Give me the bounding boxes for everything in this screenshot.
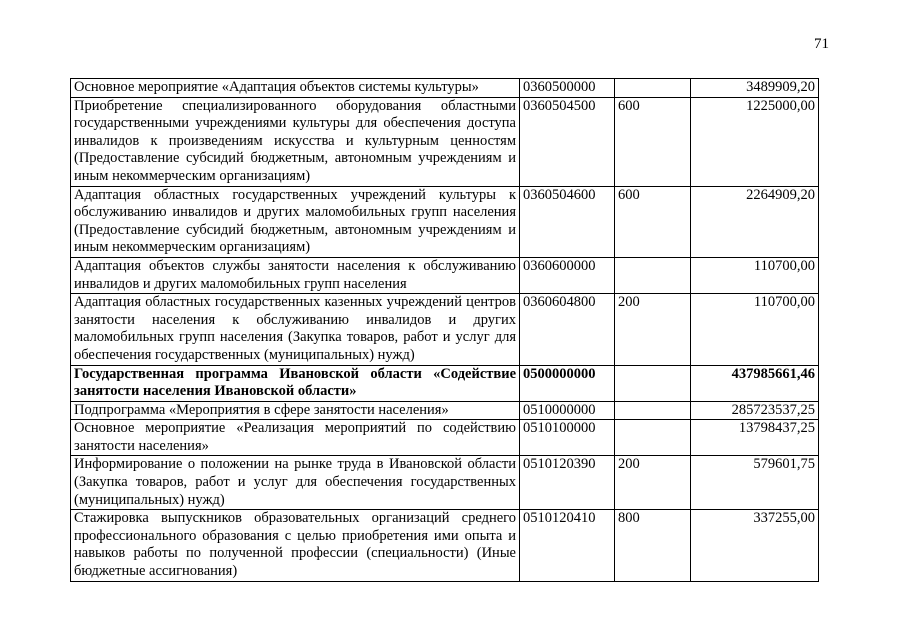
target-code-cell: 0510120390 [520, 456, 615, 510]
expense-type-cell [615, 79, 691, 98]
table-row [71, 294, 819, 365]
row-name-cell: Адаптация областных государственных казенных учреждений центров занятости населения к обслуживанию инвалидов и других маломобильных групп населения (Закупка товаров, работ и услуг для обеспечения государственных (муниципальных) нужд) [71, 294, 520, 365]
target-code-cell: 0360500000 [520, 79, 615, 98]
amount-cell: 110700,00 [691, 257, 819, 293]
page-number: 71 [814, 36, 829, 52]
expense-type-cell [615, 257, 691, 293]
amount-cell: 13798437,25 [691, 420, 819, 456]
table-row-program [71, 365, 819, 401]
table-row [71, 257, 819, 293]
expense-type-cell: 800 [615, 510, 691, 581]
expense-type-cell [615, 365, 691, 401]
row-name-cell: Государственная программа Ивановской области «Содействие занятости населения Ивановской области» [71, 365, 520, 401]
row-name-cell: Подпрограмма «Мероприятия в сфере занятости населения» [71, 401, 520, 420]
target-code-cell: 0360504600 [520, 186, 615, 257]
expense-type-cell: 600 [615, 186, 691, 257]
target-code-cell: 0360504500 [520, 97, 615, 186]
target-code-cell: 0500000000 [520, 365, 615, 401]
row-name-cell: Приобретение специализированного оборудования областными государственными учреждениями культуры для обеспечения доступа инвалидов к произведениям искусства и культурным ценностям (Предоставление субсидий бюджетным, автономным учреждениям и иным некоммерческим организациям) [71, 97, 520, 186]
row-name-cell: Основное мероприятие «Реализация мероприятий по содействию занятости населения» [71, 420, 520, 456]
expense-type-cell: 200 [615, 456, 691, 510]
table-row [71, 401, 819, 420]
row-name-cell: Адаптация областных государственных учреждений культуры к обслуживанию инвалидов и других маломобильных групп населения (Предоставление субсидий бюджетным, автономным учреждениям и иным некоммерческим организациям) [71, 186, 520, 257]
budget-table [70, 78, 819, 582]
expense-type-cell [615, 420, 691, 456]
target-code-cell: 0360604800 [520, 294, 615, 365]
amount-cell: 2264909,20 [691, 186, 819, 257]
table-row [71, 510, 819, 581]
row-name-cell: Основное мероприятие «Адаптация объектов системы культуры» [71, 79, 520, 98]
amount-cell: 579601,75 [691, 456, 819, 510]
expense-type-cell [615, 401, 691, 420]
target-code-cell: 0510000000 [520, 401, 615, 420]
row-name-cell: Стажировка выпускников образовательных организаций среднего профессионального образования с целью приобретения ими опыта и навыков работы по полученной профессии (специальности) (Иные бюджетные ассигнования) [71, 510, 520, 581]
expense-type-cell: 600 [615, 97, 691, 186]
expense-type-cell: 200 [615, 294, 691, 365]
amount-cell: 1225000,00 [691, 97, 819, 186]
target-code-cell: 0510120410 [520, 510, 615, 581]
table-row [71, 186, 819, 257]
table-row [71, 456, 819, 510]
amount-cell: 337255,00 [691, 510, 819, 581]
target-code-cell: 0360600000 [520, 257, 615, 293]
row-name-cell: Информирование о положении на рынке труда в Ивановской области (Закупка товаров, работ и услуг для обеспечения государственных (муниципальных) нужд) [71, 456, 520, 510]
amount-cell: 110700,00 [691, 294, 819, 365]
target-code-cell: 0510100000 [520, 420, 615, 456]
table-row [71, 97, 819, 186]
amount-cell: 285723537,25 [691, 401, 819, 420]
amount-cell: 437985661,46 [691, 365, 819, 401]
amount-cell: 3489909,20 [691, 79, 819, 98]
table-row [71, 420, 819, 456]
row-name-cell: Адаптация объектов службы занятости населения к обслуживанию инвалидов и других маломобильных групп населения [71, 257, 520, 293]
table-row [71, 79, 819, 98]
